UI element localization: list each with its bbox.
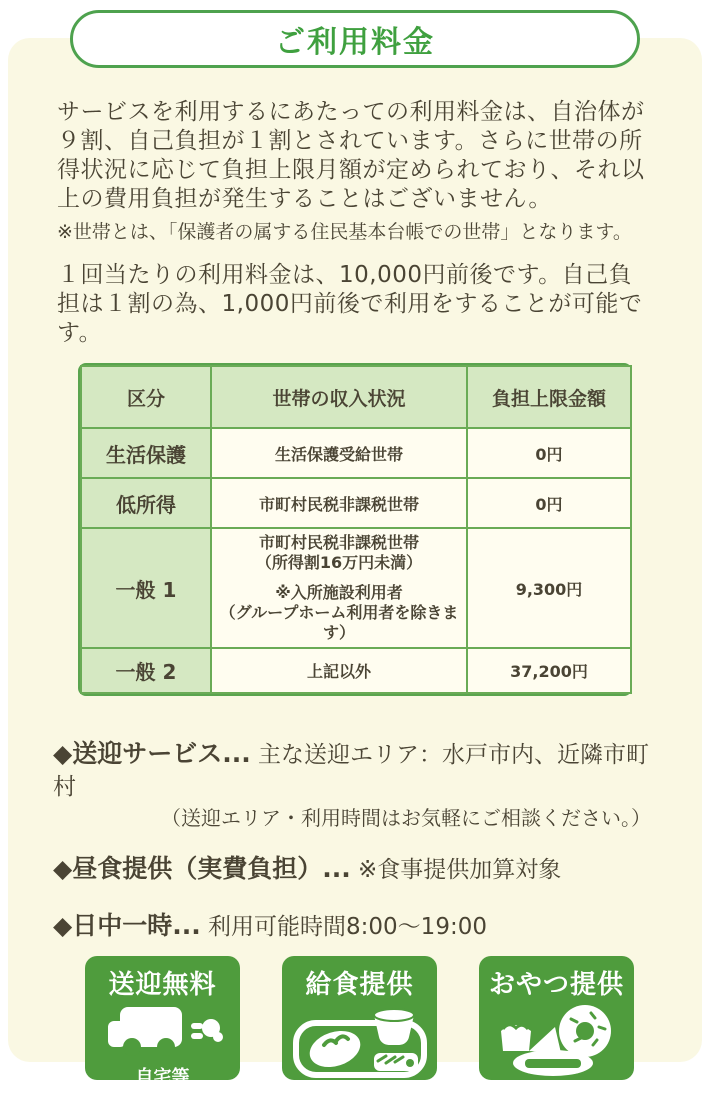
income-line: 市町村民税非課税世帯 <box>258 533 419 552</box>
income-line: （グループホーム利用者を除きます） <box>219 603 459 642</box>
lunch-service-detail: ※食事提供加算対象 <box>358 857 562 883</box>
transport-service-lead: ◆送迎サービス... <box>53 739 251 768</box>
row-category: 一般 2 <box>81 648 211 693</box>
content-panel <box>8 25 702 1088</box>
row-category: 低所得 <box>81 478 211 528</box>
meal-tray-icon <box>286 1001 433 1079</box>
fee-table-header-row <box>81 366 631 428</box>
feature-badges <box>85 956 653 1088</box>
row-income: 上記以外 <box>211 648 467 693</box>
row-income: 市町村民税非課税世帯 <box>211 478 467 528</box>
badge-meal <box>282 956 437 1080</box>
col-header-income: 世帯の収入状況 <box>211 366 467 428</box>
table-row <box>81 478 631 528</box>
table-row <box>81 528 631 648</box>
row-limit: 0円 <box>467 478 631 528</box>
badge-sublabel: 自宅等 <box>135 1067 190 1088</box>
badge-label: 給食提供 <box>305 970 414 1000</box>
sweets-icon <box>483 1001 630 1077</box>
household-note: ※世帯とは、「保護者の属する住民基本台帳での世帯」となります。 <box>57 221 632 243</box>
fee-table <box>78 363 632 696</box>
title-badge <box>70 10 640 68</box>
badge-label: おやつ提供 <box>488 970 624 1000</box>
transport-subnote: （送迎エリア・利用時間はお気軽にご相談ください。） <box>161 806 651 830</box>
row-income <box>211 528 467 648</box>
daytime-service-lead: ◆日中一時... <box>53 911 201 940</box>
col-header-category: 区分 <box>81 366 211 428</box>
col-header-limit: 負担上限金額 <box>467 366 631 428</box>
row-category: 生活保護 <box>81 428 211 478</box>
daytime-service-line <box>53 910 653 943</box>
intro-paragraph: サービスを利用するにあたっての利用料金は、自治体が９割、自己負担が１割とされています。さらに世帯の所得状況に応じて負担上限月額が定められており、それ以上の費用負担が発生することはございません。 <box>57 99 645 212</box>
badge-label: 送迎無料 <box>108 970 217 1000</box>
table-row <box>81 428 631 478</box>
daytime-service-detail: 利用可能時間8:00～19:00 <box>208 914 487 940</box>
row-limit: 0円 <box>467 428 631 478</box>
page-title: ご利用料金 <box>275 25 435 60</box>
table-row <box>81 648 631 693</box>
lunch-service-lead: ◆昼食提供（実費負担）... <box>53 854 351 883</box>
shuttle-van-icon <box>89 1001 236 1063</box>
badge-snack <box>479 956 634 1080</box>
income-line: ※入所施設利用者 <box>275 583 403 602</box>
badge-free-transport <box>85 956 240 1088</box>
row-category: 一般 1 <box>81 528 211 648</box>
lunch-service-line <box>53 853 653 886</box>
row-limit: 37,200円 <box>467 648 631 693</box>
row-limit: 9,300円 <box>467 528 631 648</box>
row-income: 生活保護受給世帯 <box>211 428 467 478</box>
transport-service-detail: 主な送迎エリア：水戸市内、近隣市町村 <box>53 742 650 800</box>
income-line: （所得割16万円未満） <box>255 553 423 572</box>
service-list <box>53 738 653 943</box>
per-use-fee-paragraph: １回当たりの利用料金は、10,000円前後です。自己負担は１割の為、1,000円前後で利用をすることが可能です。 <box>57 262 643 346</box>
transport-service-line <box>53 738 653 803</box>
